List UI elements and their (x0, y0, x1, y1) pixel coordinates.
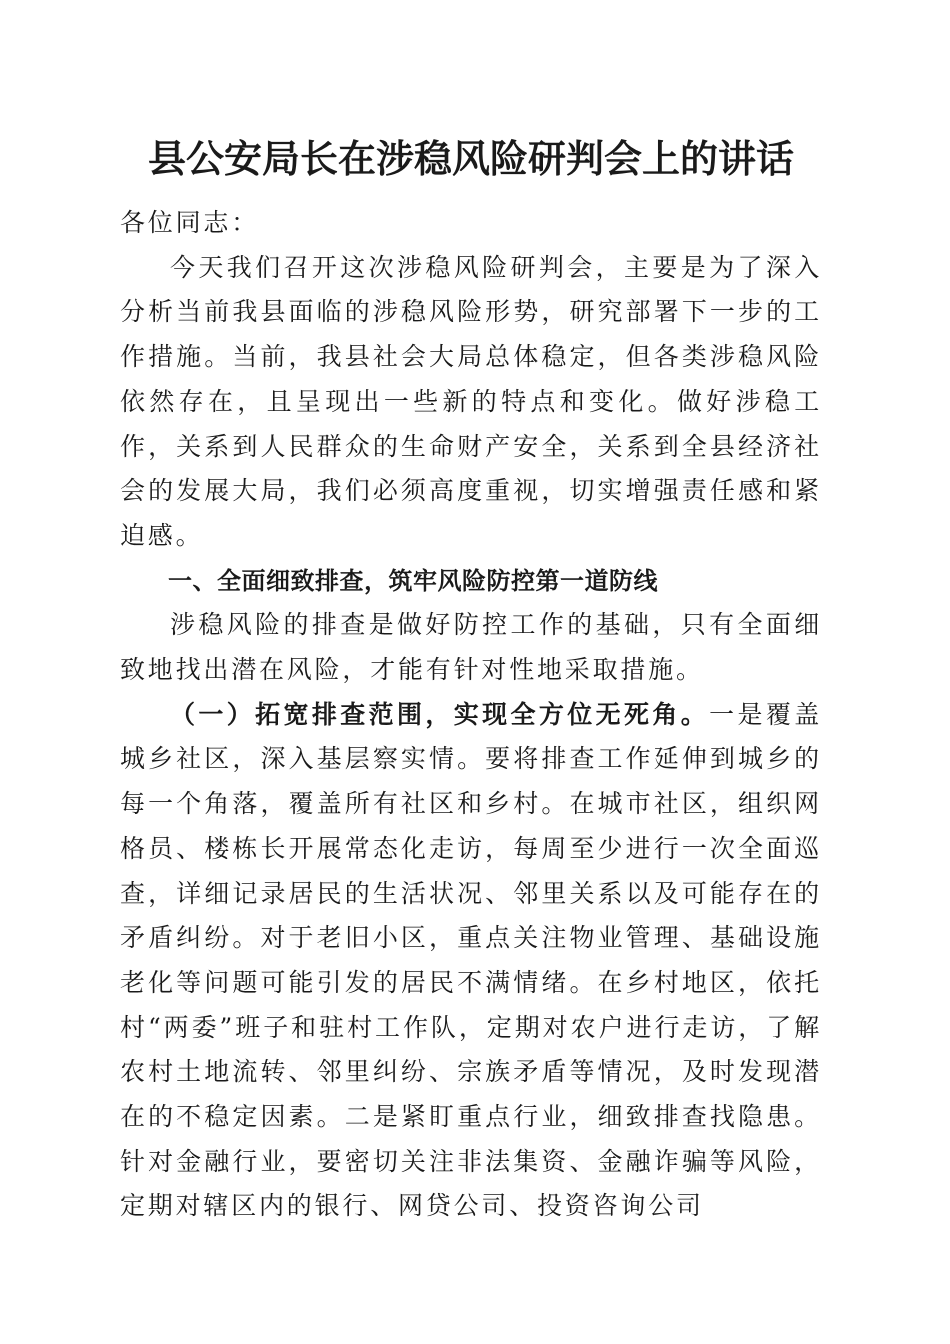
document-title: 县公安局长在涉稳风险研判会上的讲话 (147, 136, 794, 181)
subsection-heading: （一）拓宽排查范围，实现全方位无死角。 (170, 699, 710, 729)
section-paragraph: 涉稳风险的排查是做好防控工作的基础，只有全面细致地找出潜在风险，才能有针对性地采取措施。 (120, 610, 822, 685)
subsection-text: 一是覆盖城乡社区，深入基层察实情。要将排查工作延伸到城乡的每一个角落，覆盖所有社区和乡村。在城市社区，组织网格员、楼栋长开展常态化走访，每周至少进行一次全面巡查，详细记录居民的生活状况、邻里关系以及可能存在的矛盾纠纷。对于老旧小区，重点关注物业管理、基础设施老化等问题可能引发的居民不满情绪。在乡村地区，依托村“两委”班子和驻村工作队，定期对农户进行走访，了解农村土地流转、邻里纠纷、宗族矛盾等情况，及时发现潜在的不稳定因素。二是紧盯重点行业，细致排查找隐患。针对金融行业，要密切关注非法集资、金融诈骗等风险，定期对辖区内的银行、网贷公司、投资咨询公司 (120, 699, 822, 1221)
intro-paragraph: 今天我们召开这次涉稳风险研判会，主要是为了深入分析当前我县面临的涉稳风险形势，研究部署下一步的工作措施。当前，我县社会大局总体稳定，但各类涉稳风险依然存在，且呈现出一些新的特点和变化。做好涉稳工作，关系到人民群众的生命财产安全，关系到全县经济社会的发展大局，我们必须高度重视，切实增强责任感和紧迫感。 (120, 252, 822, 550)
document-body (120, 201, 822, 1229)
section-heading: 一、全面细致排查，筑牢风险防控第一道防线 (168, 566, 658, 595)
salutation: 各位同志： (120, 208, 260, 237)
subsection-paragraph (120, 693, 822, 1229)
